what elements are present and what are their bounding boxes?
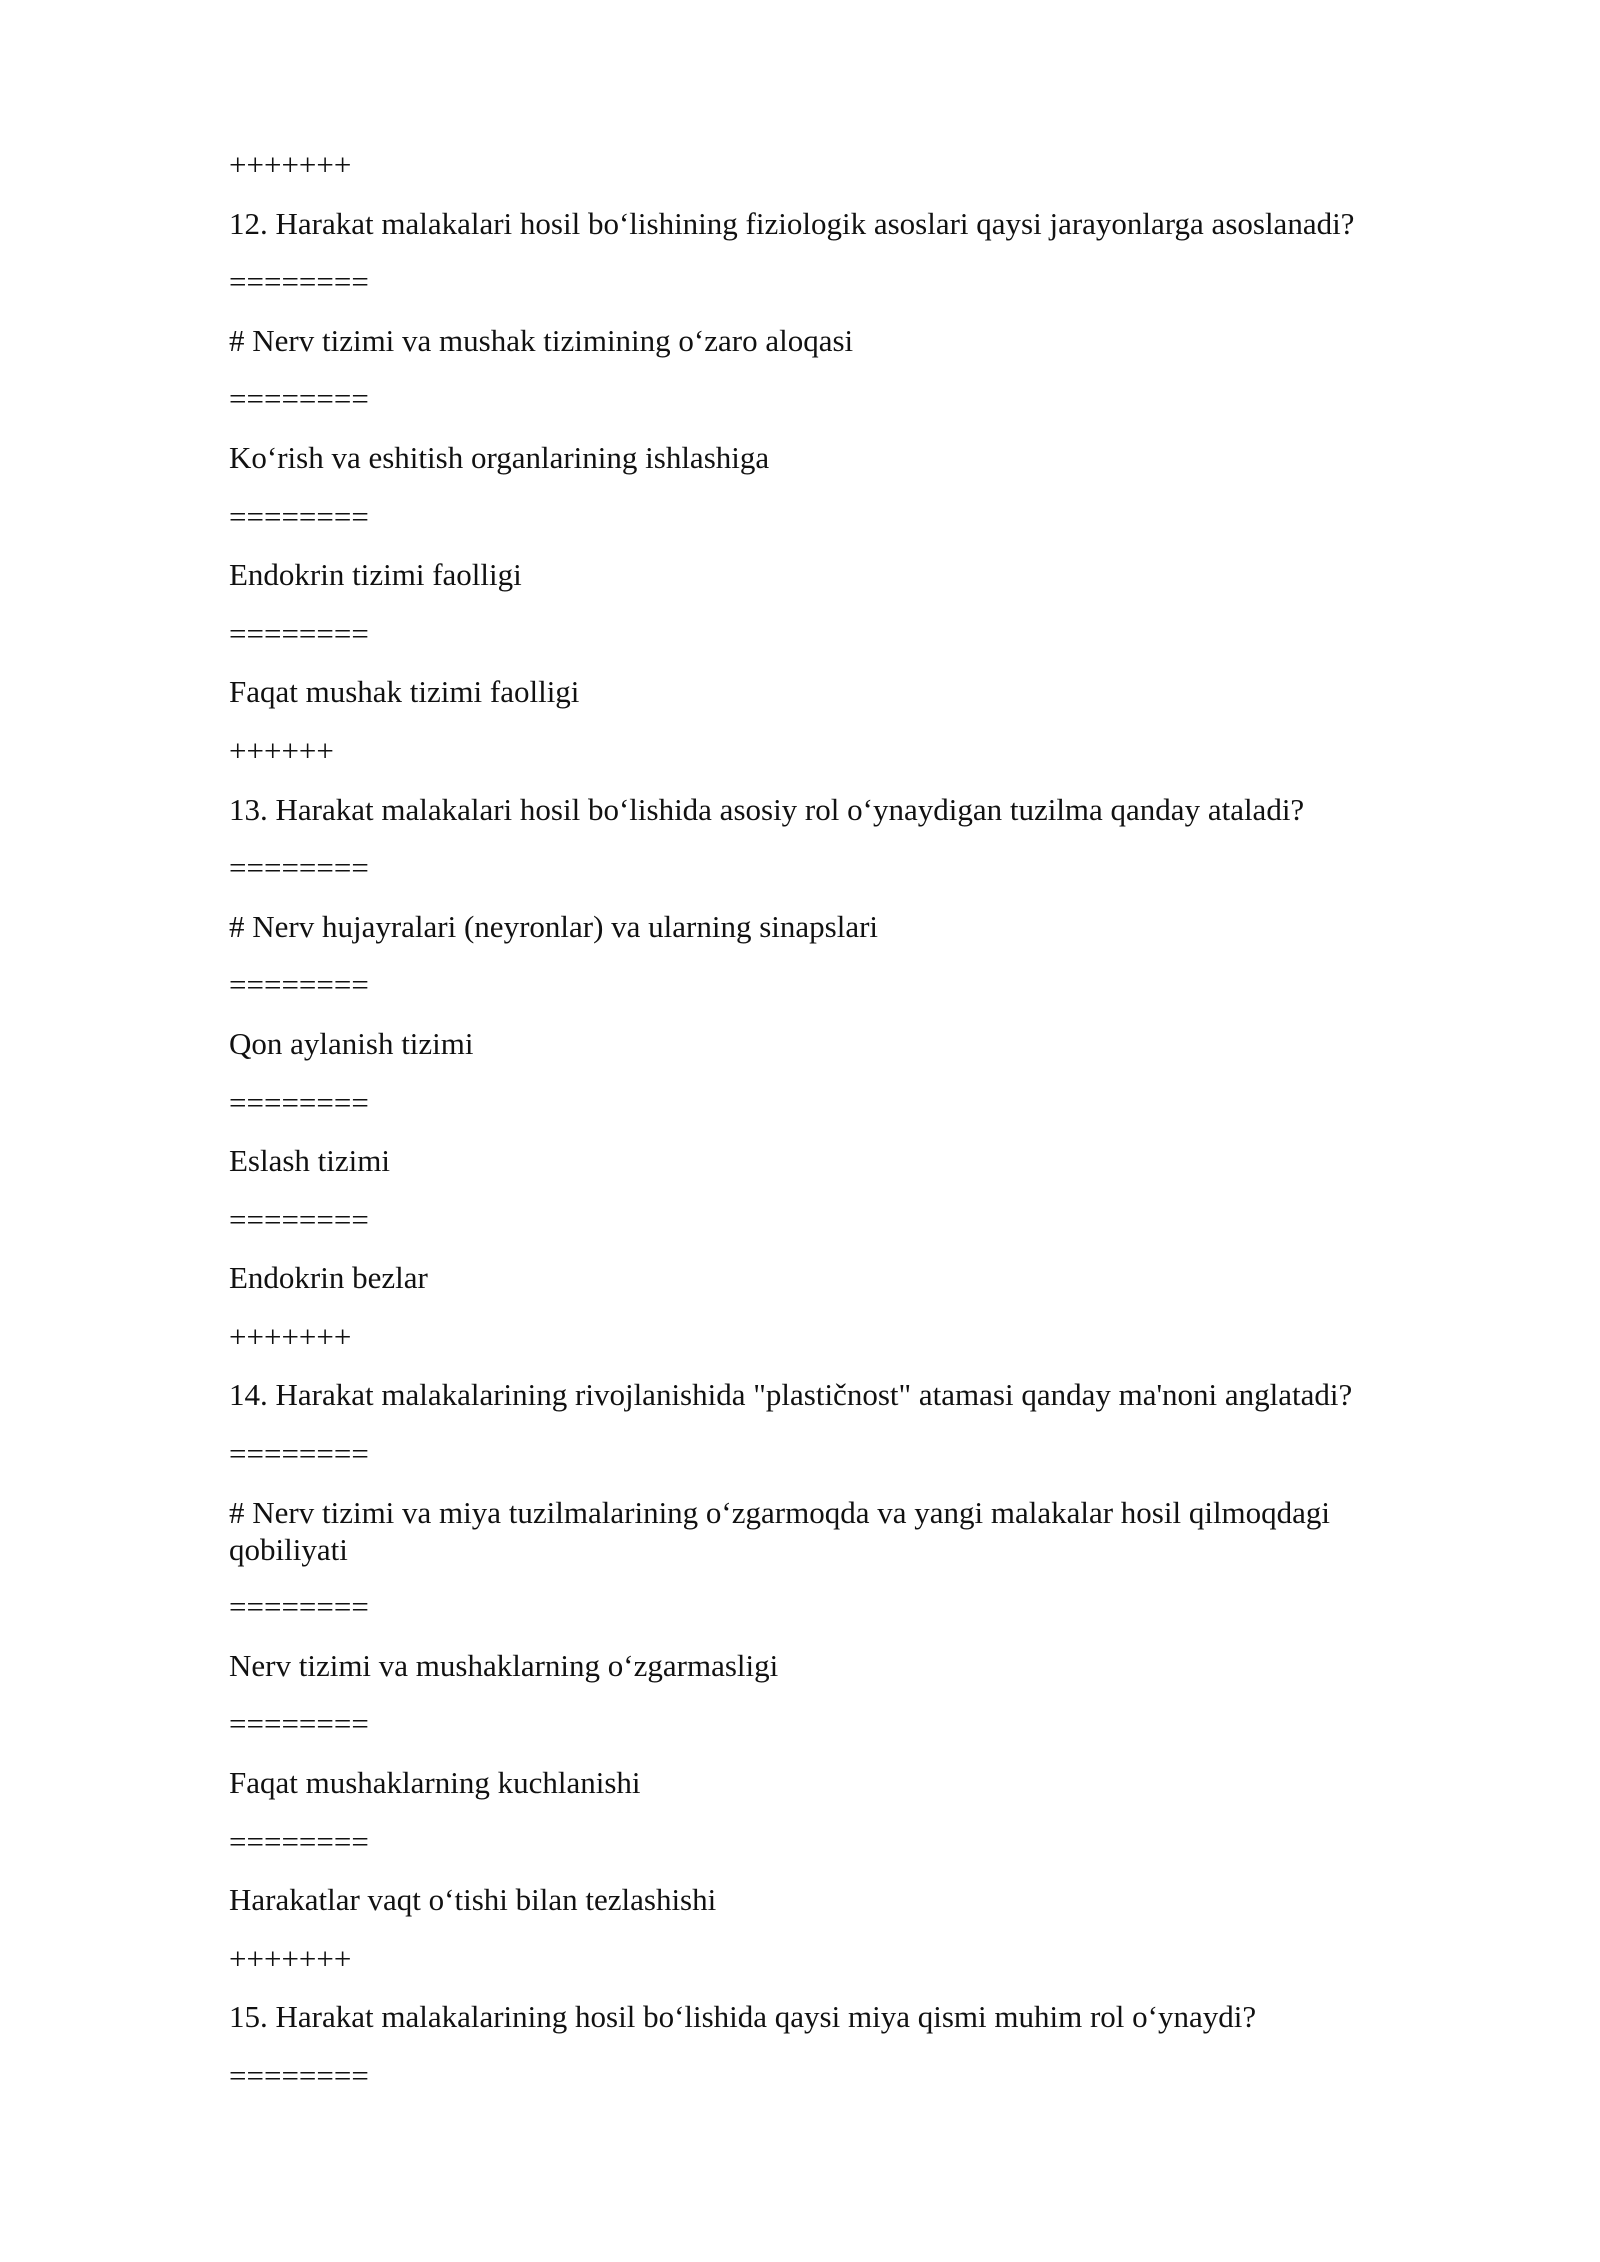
- separator-plus: +++++++: [229, 147, 352, 182]
- answer-correct: # Nerv tizimi va miya tuzilmalarining oʻzgarmoqda va yangi malakalar hosil qilmoqdagi qobiliyati: [229, 1494, 1338, 1567]
- separator-equals: ========: [229, 967, 369, 1003]
- separator-equals: ========: [229, 1589, 369, 1625]
- question-13: 13. Harakat malakalari hosil boʻlishida asosiy rol oʻynaydigan tuzilma qanday ataladi?: [229, 791, 1305, 827]
- answer-correct: # Nerv hujayralari (neyronlar) va ularning sinapslari: [229, 908, 879, 944]
- answer-option: Harakatlar vaqt oʻtishi bilan tezlashishi: [229, 1882, 717, 1918]
- separator-equals: ========: [229, 615, 369, 651]
- separator-equals: ========: [229, 264, 369, 300]
- answer-option: Nerv tizimi va mushaklarning oʻzgarmasligi: [229, 1647, 779, 1683]
- separator-plus: ++++++: [229, 732, 334, 768]
- answer-option: Endokrin bezlar: [229, 1260, 428, 1296]
- separator-equals: ========: [229, 381, 369, 417]
- answer-option: Koʻrish va eshitish organlarining ishlashiga: [229, 439, 770, 475]
- question-12: 12. Harakat malakalari hosil boʻlishining fiziologik asoslari qaysi jarayonlarga asoslanadi?: [229, 205, 1355, 241]
- separator-equals: ========: [229, 1436, 369, 1472]
- separator-equals: ========: [229, 498, 369, 534]
- question-15: 15. Harakat malakalarining hosil boʻlishida qaysi miya qismi muhim rol oʻynaydi?: [229, 1999, 1257, 2035]
- separator-equals: ========: [229, 1084, 369, 1120]
- separator-equals: ========: [229, 1706, 369, 1742]
- answer-option: Eslash tizimi: [229, 1143, 391, 1179]
- separator-equals: ========: [229, 850, 369, 886]
- separator-plus: +++++++: [229, 1940, 352, 1976]
- answer-option: Qon aylanish tizimi: [229, 1025, 474, 1061]
- separator-equals: ========: [229, 2058, 369, 2093]
- question-14: 14. Harakat malakalarining rivojlanishida "plastičnost" atamasi qanday ma'noni anglatadi?: [229, 1377, 1353, 1413]
- answer-correct: # Nerv tizimi va mushak tizimining oʻzaro aloqasi: [229, 322, 854, 358]
- separator-equals: ========: [229, 1823, 369, 1859]
- answer-option: Endokrin tizimi faolligi: [229, 557, 522, 593]
- document-body: [229, 146, 1429, 2116]
- separator-plus: +++++++: [229, 1318, 352, 1354]
- answer-option: Faqat mushaklarning kuchlanishi: [229, 1765, 641, 1801]
- answer-option: Faqat mushak tizimi faolligi: [229, 674, 580, 710]
- separator-equals: ========: [229, 1201, 369, 1237]
